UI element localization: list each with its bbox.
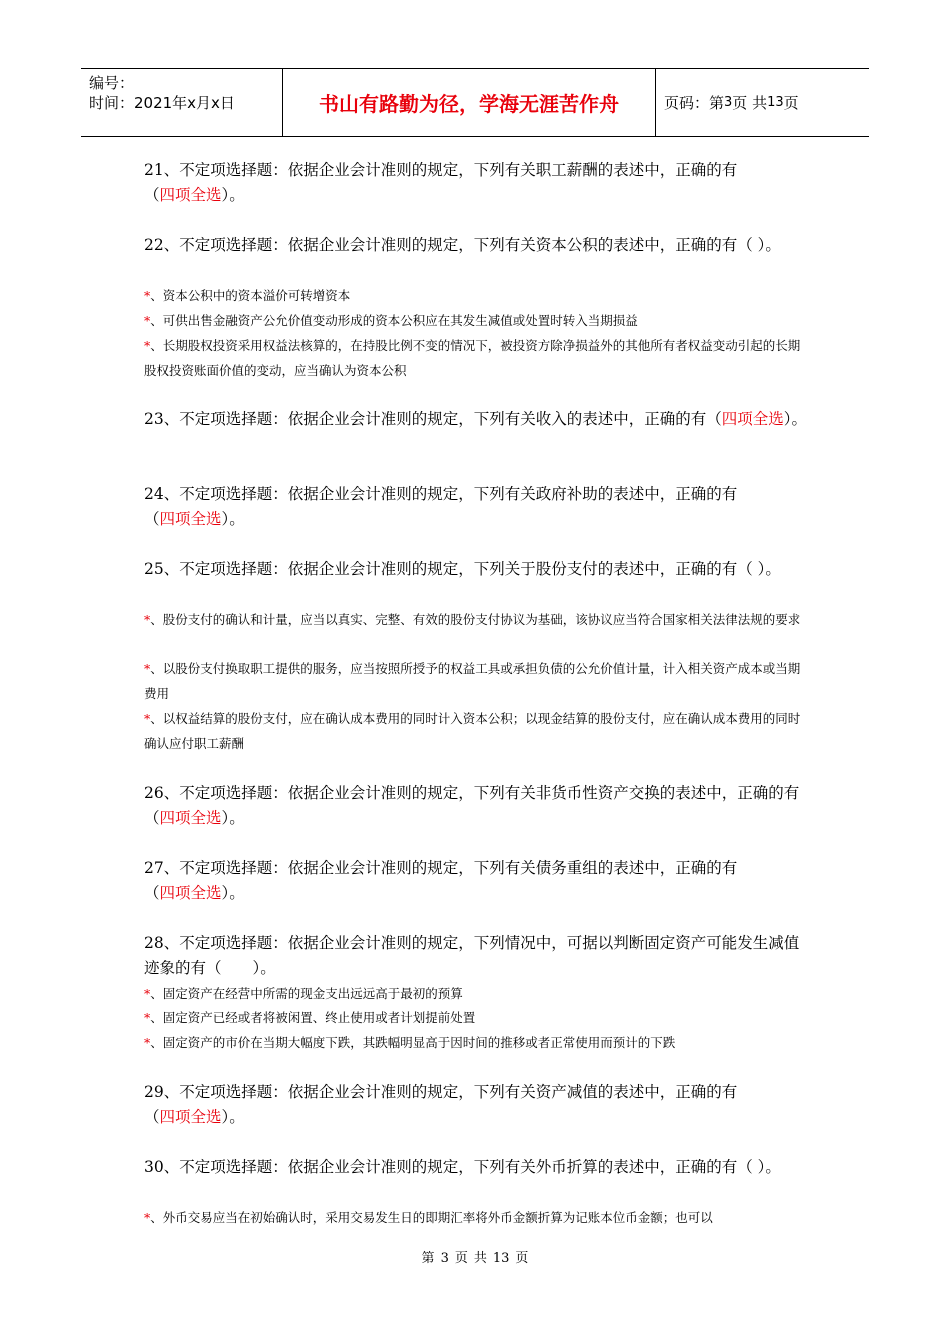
page-footer: 第 3 页 共 13 页 [421, 1251, 529, 1266]
question-26: 26、不定项选择题：依据企业会计准则的规定，下列有关非货币性资产交换的表述中，正确的有（四项全选）。 [144, 784, 800, 827]
answer-text: 四项全选 [159, 884, 222, 902]
question-28: 28、不定项选择题：依据企业会计准则的规定，下列情况中，可据以判断固定资产可能发生减值迹象的有（ ）。 [144, 934, 800, 977]
answer-text: 四项全选 [159, 186, 222, 204]
question-29: 29、不定项选择题：依据企业会计准则的规定，下列有关资产减值的表述中，正确的有 （四项全选）。 [144, 1083, 738, 1126]
question-22: 22、不定项选择题：依据企业会计准则的规定，下列有关资本公积的表述中，正确的有（ ）。 [144, 236, 781, 254]
question-21: 21、不定项选择题：依据企业会计准则的规定，下列有关职工薪酬的表述中，正确的有 （四项全选）。 [144, 161, 738, 204]
answer-text: 四项全选 [159, 809, 222, 827]
answer-text: 四项全选 [159, 1108, 222, 1126]
question-27: 27、不定项选择题：依据企业会计准则的规定，下列有关债务重组的表述中，正确的有 （四项全选）。 [144, 859, 738, 902]
option-item: *、固定资产在经营中所需的现金支出远远高于最初的预算 [144, 986, 463, 1001]
option-item: *、固定资产已经或者将被闲置、终止使用或者计划提前处置 [144, 1010, 476, 1025]
answer-text: 四项全选 [721, 410, 784, 428]
page-indicator: 页码：第 3 页 共 13 页 [664, 94, 799, 112]
motto: 书山有路勤为径，学海无涯苦作舟 [283, 69, 656, 136]
option-item: *、可供出售金融资产公允价值变动形成的资本公积应在其发生减值或处置时转入当期损益 [144, 313, 638, 328]
answer-text: 四项全选 [159, 510, 222, 528]
option-item: *、资本公积中的资本溢价可转增资本 [144, 288, 351, 303]
question-24: 24、不定项选择题：依据企业会计准则的规定，下列有关政府补助的表述中，正确的有 （四项全选）。 [144, 485, 738, 528]
option-item: *、以股份支付换取职工提供的服务，应当按照所授予的权益工具或承担负债的公允价值计量，计入相关资产成本或当期费用 [144, 661, 801, 701]
time-label: 时间：2021年x月x日 [89, 94, 235, 112]
option-item: *、以权益结算的股份支付，应在确认成本费用的同时计入资本公积；以现金结算的股份支付，应在确认成本费用的同时确认应付职工薪酬 [144, 711, 801, 751]
page-header [81, 68, 869, 137]
header-meta [81, 69, 283, 136]
option-item: *、长期股权投资采用权益法核算的，在持股比例不变的情况下，被投资方除净损益外的其他所有者权益变动引起的长期股权投资账面价值的变动，应当确认为资本公积 [144, 338, 801, 378]
question-25: 25、不定项选择题：依据企业会计准则的规定，下列关于股份支付的表述中，正确的有（ ）。 [144, 560, 781, 578]
number-label: 编号： [89, 74, 135, 92]
option-item: *、外币交易应当在初始确认时，采用交易发生日的即期汇率将外币金额折算为记账本位币金额；也可以 [144, 1210, 713, 1225]
question-30: 30、不定项选择题：依据企业会计准则的规定，下列有关外币折算的表述中，正确的有（ ）。 [144, 1158, 781, 1176]
option-item: *、股份支付的确认和计量，应当以真实、完整、有效的股份支付协议为基础，该协议应当符合国家相关法律法规的要求 [144, 612, 801, 627]
option-item: *、固定资产的市价在当期大幅度下跌，其跌幅明显高于因时间的推移或者正常使用而预计的下跌 [144, 1035, 676, 1050]
question-23: 23、不定项选择题：依据企业会计准则的规定，下列有关收入的表述中，正确的有（四项全选）。 [144, 410, 808, 428]
